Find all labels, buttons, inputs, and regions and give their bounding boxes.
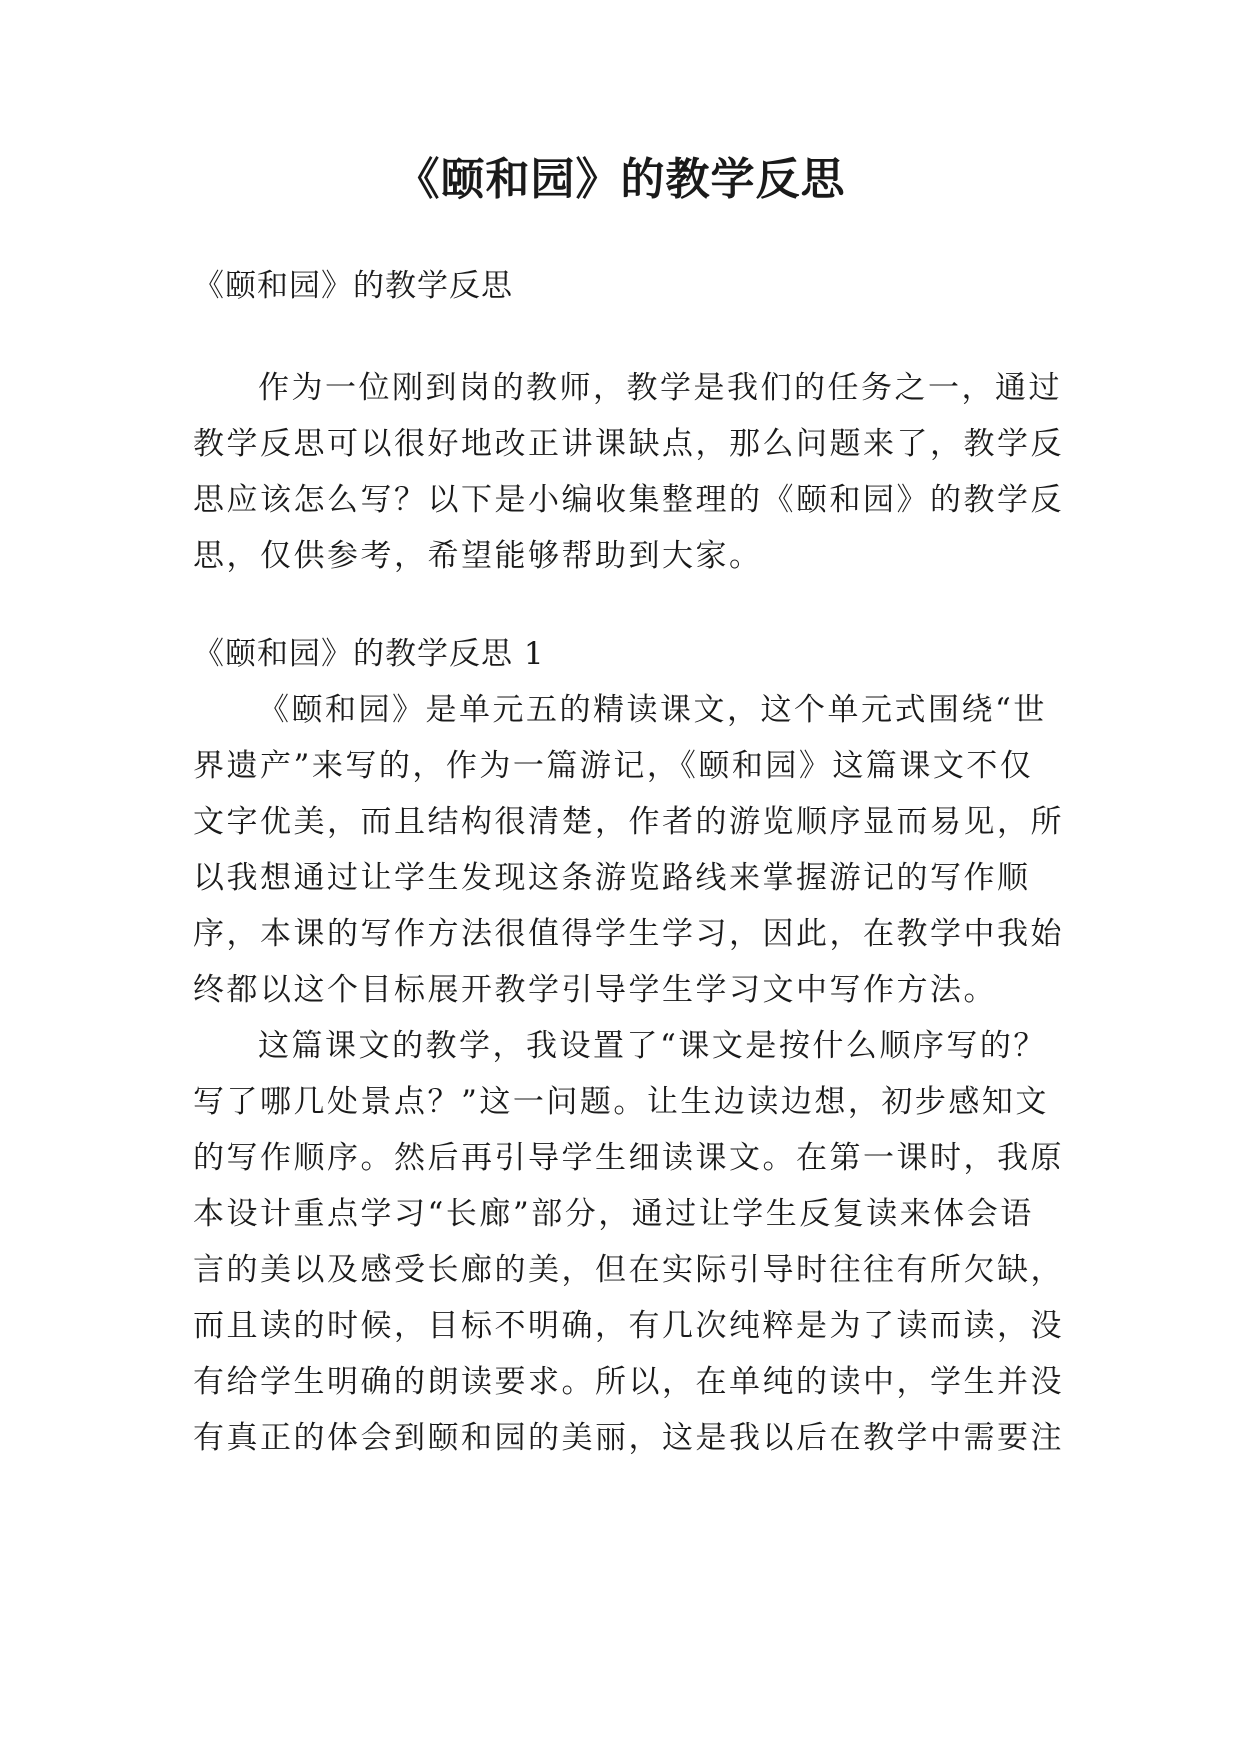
paragraph-line: 本设计重点学习“长廊”部分，通过让学生反复读来体会语 <box>193 1196 1034 1232</box>
intro-line: 思，仅供参考，希望能够帮助到大家。 <box>193 538 763 574</box>
paragraph-line: 有给学生明确的朗读要求。所以，在单纯的读中，学生并没 <box>193 1364 1064 1400</box>
paragraph-line: 文字优美，而且结构很清楚，作者的游览顺序显而易见，所 <box>193 804 1064 840</box>
paragraph-line: 序，本课的写作方法很值得学生学习，因此，在教学中我始 <box>193 916 1064 952</box>
intro-line: 思应该怎么写？以下是小编收集整理的《颐和园》的教学反 <box>193 482 1064 518</box>
paragraph-line: 而且读的时候，目标不明确，有几次纯粹是为了读而读，没 <box>193 1308 1064 1344</box>
paragraph-line: 写了哪几处景点？”这一问题。让生边读边想，初步感知文 <box>193 1084 1049 1120</box>
paragraph-line: 这篇课文的教学，我设置了“课文是按什么顺序写的？ <box>258 1028 1047 1064</box>
paragraph-line: 界遗产”来写的，作为一篇游记，《颐和园》这篇课文不仅 <box>193 748 1034 784</box>
paragraph-line: 有真正的体会到颐和园的美丽，这是我以后在教学中需要注 <box>193 1420 1064 1456</box>
paragraph-line: 以我想通过让学生发现这条游览路线来掌握游记的写作顺 <box>193 860 1031 896</box>
paragraph-line: 终都以这个目标展开教学引导学生学习文中写作方法。 <box>193 972 997 1008</box>
paragraph-line: 言的美以及感受长廊的美，但在实际引导时往往有所欠缺， <box>193 1252 1064 1288</box>
paragraph-line: 《颐和园》是单元五的精读课文，这个单元式围绕“世 <box>258 692 1047 728</box>
intro-line: 作为一位刚到岗的教师，教学是我们的任务之一，通过 <box>258 370 1062 406</box>
section-heading: 《颐和园》的教学反思 1 <box>193 636 545 672</box>
paragraph-line: 的写作顺序。然后再引导学生细读课文。在第一课时，我原 <box>193 1140 1064 1176</box>
document-title: 《颐和园》的教学反思 <box>395 154 846 205</box>
document-subtitle: 《颐和园》的教学反思 <box>193 268 513 304</box>
intro-line: 教学反思可以很好地改正讲课缺点，那么问题来了，教学反 <box>193 426 1064 462</box>
